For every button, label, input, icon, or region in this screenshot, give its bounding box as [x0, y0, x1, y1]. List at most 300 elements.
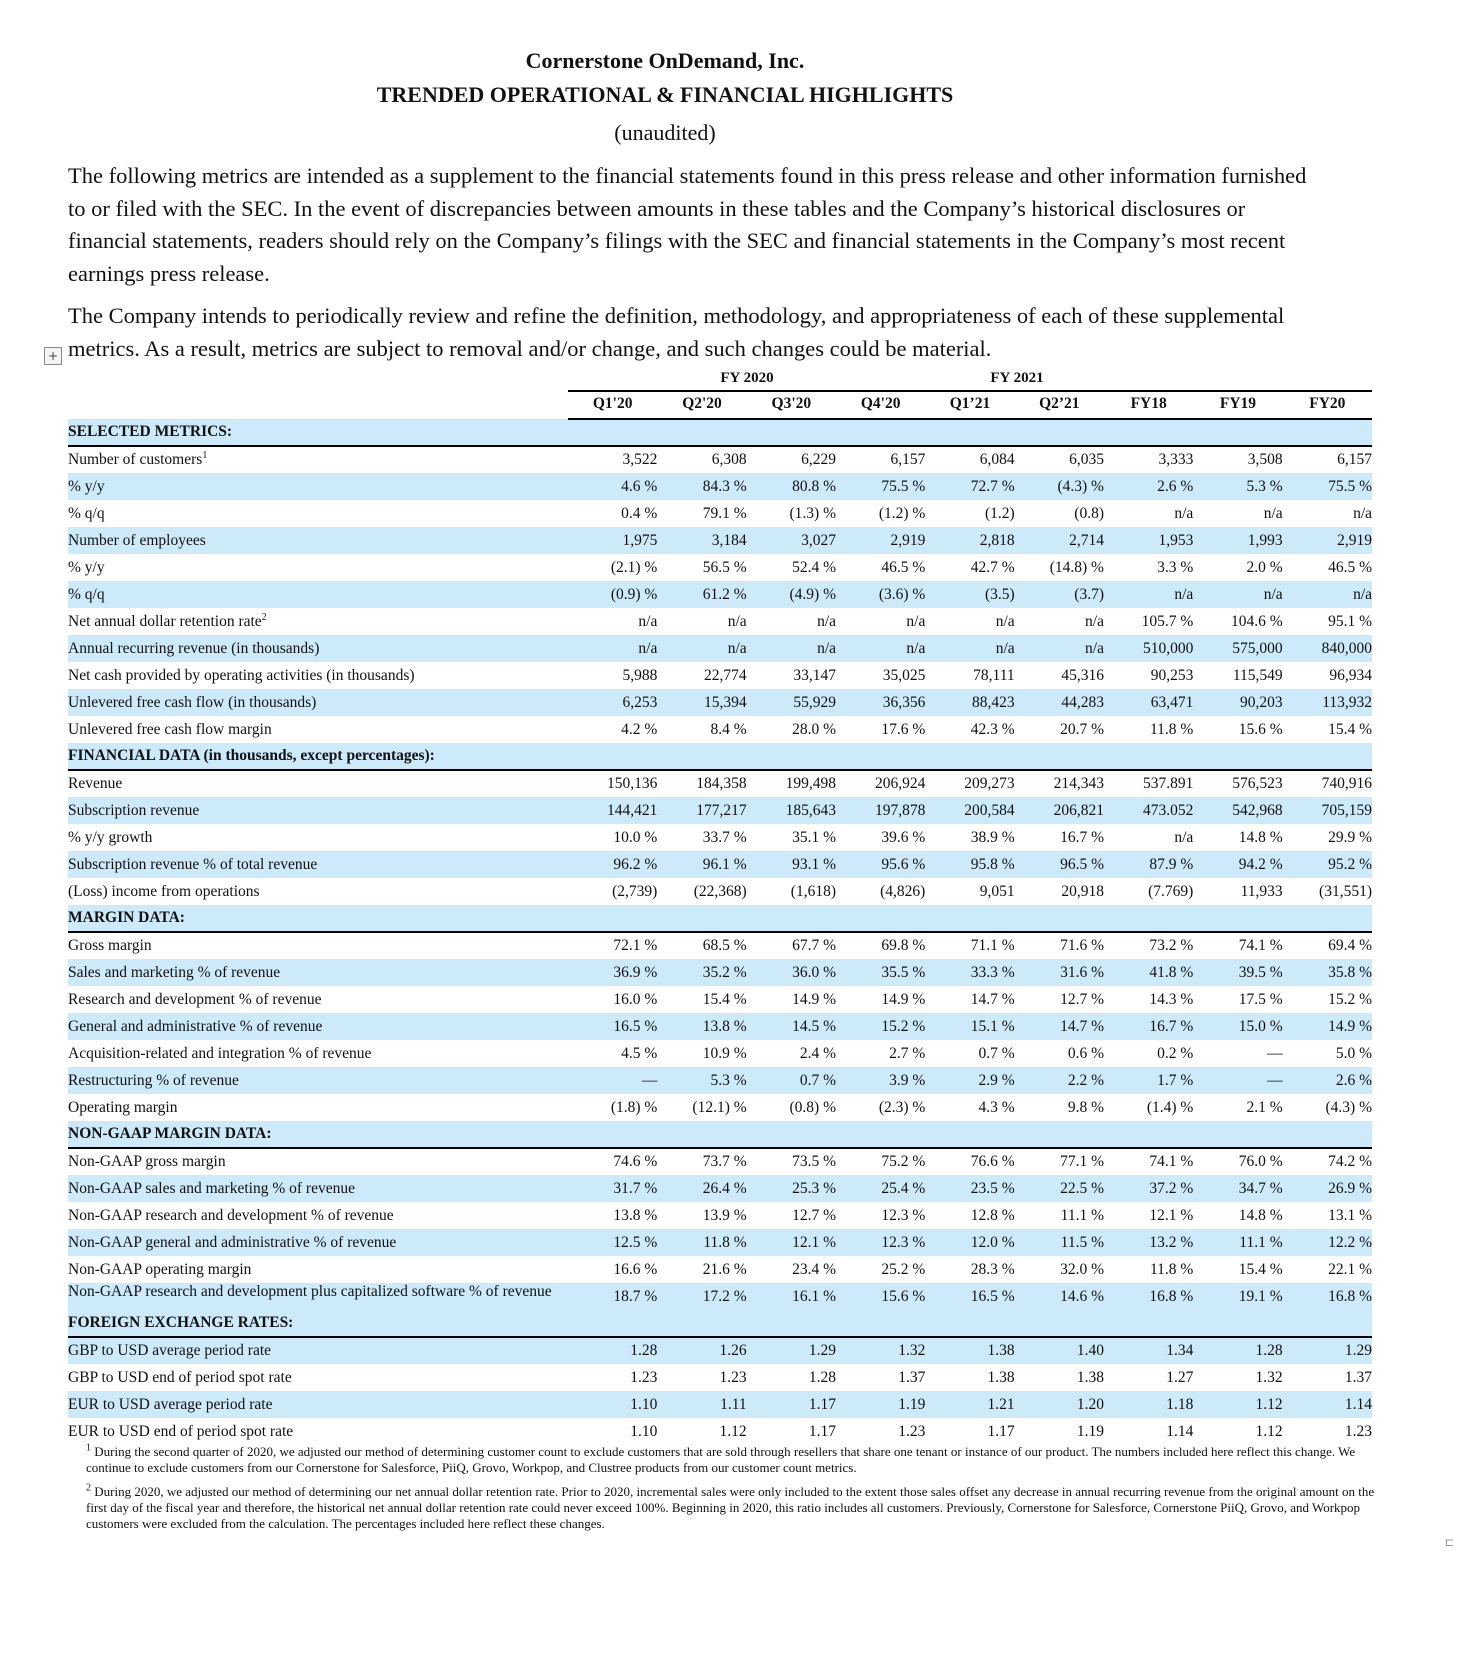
- intro-paragraph-1: The following metrics are intended as a supplement to the financial statements found in this press release and other information furnished to or filed with the SEC. In the event of discrepancies between amounts in these tables and the Company’s historical disclosures or financial statements, readers should rely on the Company’s filings with the SEC and financial statements in the Company’s most recent earnings press release.: [68, 163, 1307, 286]
- value-cell: 1.10: [630, 1422, 658, 1440]
- row-label: [68, 1202, 568, 1229]
- value-cell: 75.5 %: [1283, 473, 1372, 500]
- footnote-reference: 1: [202, 449, 208, 461]
- value-cell: (1,618): [790, 882, 836, 900]
- value-cell: (1.2): [984, 504, 1015, 522]
- row-label-text: Subscription revenue: [68, 801, 200, 819]
- value-cell: 115,549: [1232, 666, 1283, 684]
- value-cell: 16.8 %: [1283, 1283, 1372, 1310]
- table-row: [68, 770, 1372, 797]
- value-cell: 1.26: [657, 1337, 746, 1364]
- value-cell: 185,643: [747, 797, 836, 824]
- value-cell: 1.17: [987, 1422, 1015, 1440]
- row-label-text: % q/q: [68, 585, 105, 603]
- value-cell: n/a: [1104, 581, 1193, 608]
- value-cell: 197,878: [836, 797, 925, 824]
- value-cell: 19.1 %: [1193, 1283, 1282, 1310]
- value-cell: 17.2 %: [657, 1283, 746, 1310]
- value-cell: 22.1 %: [1328, 1260, 1372, 1278]
- value-cell: 14.6 %: [1015, 1283, 1104, 1310]
- value-cell: (0.9) %: [568, 581, 657, 608]
- value-cell: 8.4 %: [710, 720, 747, 738]
- row-label-text: Non-GAAP gross margin: [68, 1153, 226, 1170]
- value-cell: 15.4 %: [1238, 1260, 1283, 1278]
- footnote-2: [86, 1484, 1376, 1532]
- row-label: [68, 1337, 568, 1364]
- value-cell: 42.3 %: [970, 720, 1015, 738]
- section-spacer-cell: [568, 1310, 657, 1337]
- value-cell: 3,184: [657, 527, 746, 554]
- value-cell: 12.1 %: [1149, 1206, 1194, 1224]
- value-cell: 14.9 %: [1283, 1013, 1372, 1040]
- section-spacer-cell: [925, 1121, 1014, 1148]
- section-spacer-cell: [836, 743, 925, 770]
- value-cell: 15,394: [657, 689, 746, 716]
- value-cell: 38.9 %: [970, 828, 1015, 846]
- value-cell: 105.7 %: [1141, 612, 1194, 630]
- value-cell: 14.8 %: [1238, 828, 1283, 846]
- value-cell: 46.5 %: [1328, 558, 1372, 576]
- value-cell: 113,932: [1283, 689, 1372, 716]
- row-label: [68, 797, 568, 824]
- page-corner-mark: ⊏: [1444, 1536, 1454, 1549]
- value-cell: 96,934: [1329, 666, 1372, 684]
- value-cell: 26.9 %: [1283, 1175, 1372, 1202]
- value-cell: n/a: [1263, 504, 1283, 522]
- section-spacer-cell: [568, 743, 657, 770]
- value-cell: 576,523: [1232, 775, 1283, 792]
- company-name: Cornerstone OnDemand, Inc.: [525, 48, 805, 73]
- column-header: FY19: [1193, 390, 1282, 419]
- value-cell: 12.7 %: [792, 1206, 836, 1224]
- section-spacer-cell: [925, 419, 1014, 446]
- value-cell: 473.052: [1104, 797, 1193, 824]
- value-cell: 90,253: [1150, 666, 1194, 684]
- section-spacer-cell: [747, 1121, 836, 1148]
- value-cell: 1.12: [1193, 1391, 1282, 1418]
- table-row: [68, 851, 1372, 878]
- value-cell: 14.7 %: [1015, 1013, 1104, 1040]
- value-cell: 11.8 %: [1149, 720, 1194, 738]
- table-row: [68, 527, 1372, 554]
- section-spacer-cell: [836, 1121, 925, 1148]
- value-cell: 96.2 %: [568, 851, 657, 878]
- value-cell: 76.0 %: [1238, 1153, 1283, 1170]
- value-cell: 74.1 %: [1149, 1153, 1194, 1170]
- value-cell: 74.2 %: [1328, 1153, 1372, 1170]
- value-cell: 77.1 %: [1060, 1153, 1104, 1170]
- value-cell: 1.14: [1166, 1422, 1194, 1440]
- value-cell: 22,774: [704, 666, 747, 684]
- value-cell: 2,919: [1283, 527, 1372, 554]
- value-cell: 3,027: [747, 527, 836, 554]
- value-cell: (1.4) %: [1146, 1098, 1194, 1116]
- value-cell: 1.40: [1015, 1337, 1104, 1364]
- row-label-text: % y/y: [68, 558, 105, 576]
- value-cell: 3,333: [1158, 451, 1194, 468]
- row-label-text: Restructuring % of revenue: [68, 1071, 239, 1089]
- value-cell: n/a: [925, 635, 1014, 662]
- value-cell: n/a: [747, 635, 836, 662]
- value-cell: 95.6 %: [836, 851, 925, 878]
- value-cell: 1.34: [1104, 1337, 1193, 1364]
- value-cell: 740,916: [1321, 775, 1372, 792]
- value-cell: 2.1 %: [1246, 1098, 1283, 1116]
- value-cell: 12.1 %: [747, 1229, 836, 1256]
- footnote-reference: 2: [261, 611, 267, 623]
- row-label-text: Unlevered free cash flow (in thousands): [68, 693, 317, 711]
- value-cell: 12.8 %: [970, 1206, 1015, 1224]
- row-label-text: % q/q: [68, 504, 105, 522]
- value-cell: 0.7 %: [978, 1044, 1015, 1062]
- value-cell: 75.2 %: [881, 1153, 926, 1170]
- row-label-header: [68, 390, 568, 419]
- value-cell: (0.8) %: [789, 1098, 836, 1116]
- value-cell: 184,358: [696, 775, 747, 792]
- value-cell: n/a: [638, 612, 658, 630]
- column-header: Q4'20: [836, 390, 925, 419]
- table-row: [68, 932, 1372, 959]
- value-cell: 542,968: [1193, 797, 1282, 824]
- value-cell: n/a: [1085, 612, 1104, 630]
- value-cell: n/a: [1015, 635, 1104, 662]
- report-subtitle: (unaudited): [614, 120, 716, 145]
- value-cell: 1.37: [1344, 1368, 1372, 1386]
- value-cell: 0.7 %: [747, 1067, 836, 1094]
- table-row: [68, 797, 1372, 824]
- value-cell: 6,157: [890, 451, 926, 468]
- value-cell: 1,953: [1104, 527, 1193, 554]
- row-label: [68, 662, 568, 689]
- value-cell: 12.2 %: [1283, 1229, 1372, 1256]
- column-header: Q1'20: [568, 390, 657, 419]
- column-group-fy2020: FY 2020: [720, 370, 774, 386]
- value-cell: 39.6 %: [881, 828, 926, 846]
- row-label: [68, 689, 568, 716]
- value-cell: 1.19: [836, 1391, 925, 1418]
- value-cell: 73.5 %: [792, 1153, 836, 1170]
- value-cell: 16.0 %: [613, 990, 658, 1008]
- section-spacer-cell: [1193, 419, 1282, 446]
- value-cell: 42.7 %: [970, 558, 1015, 576]
- section-spacer-cell: [1104, 743, 1193, 770]
- section-title: FINANCIAL DATA (in thousands, except percentages):: [68, 743, 568, 770]
- row-label: [68, 635, 568, 662]
- row-label-text: Acquisition-related and integration % of revenue: [68, 1044, 372, 1062]
- value-cell: 9,051: [979, 882, 1015, 900]
- value-cell: 1.21: [925, 1391, 1014, 1418]
- value-cell: 73.7 %: [702, 1153, 747, 1170]
- value-cell: 840,000: [1283, 635, 1372, 662]
- value-cell: 510,000: [1104, 635, 1193, 662]
- value-cell: (0.8): [1074, 504, 1104, 522]
- value-cell: 2,818: [925, 527, 1014, 554]
- value-cell: 79.1 %: [702, 504, 747, 522]
- section-spacer-cell: [568, 905, 657, 932]
- row-label-text: Number of employees: [68, 531, 206, 549]
- value-cell: 15.2 %: [836, 1013, 925, 1040]
- row-label-text: Non-GAAP research and development plus capitalized software % of revenue: [68, 1283, 552, 1300]
- value-cell: n/a: [1174, 504, 1194, 522]
- value-cell: 29.9 %: [1328, 828, 1372, 846]
- value-cell: 15.1 %: [925, 1013, 1014, 1040]
- row-label: [68, 1175, 568, 1202]
- value-cell: 2,919: [836, 527, 925, 554]
- value-cell: 16.7 %: [1060, 828, 1104, 846]
- row-label-text: Non-GAAP general and administrative % of revenue: [68, 1233, 397, 1251]
- value-cell: 11.5 %: [1015, 1229, 1104, 1256]
- value-cell: 39.5 %: [1193, 959, 1282, 986]
- value-cell: 12.0 %: [925, 1229, 1014, 1256]
- value-cell: 45,316: [1061, 666, 1104, 684]
- value-cell: 3.3 %: [1157, 558, 1194, 576]
- value-cell: 63,471: [1104, 689, 1193, 716]
- value-cell: 23.4 %: [792, 1260, 836, 1278]
- section-header-row: [68, 1310, 1372, 1337]
- row-label-text: Unlevered free cash flow margin: [68, 720, 272, 738]
- table-row: [68, 959, 1372, 986]
- section-spacer-cell: [1015, 419, 1104, 446]
- value-cell: 0.6 %: [1067, 1044, 1104, 1062]
- section-title: FOREIGN EXCHANGE RATES:: [68, 1310, 568, 1337]
- value-cell: 73.2 %: [1149, 937, 1194, 954]
- value-cell: 13.8 %: [613, 1206, 658, 1224]
- row-label: [68, 959, 568, 986]
- section-spacer-cell: [1015, 1310, 1104, 1337]
- value-cell: 209,273: [964, 775, 1015, 792]
- value-cell: 4.2 %: [621, 720, 658, 738]
- section-title: SELECTED METRICS:: [68, 419, 568, 446]
- value-cell: 1.32: [1255, 1368, 1283, 1386]
- value-cell: 150,136: [606, 775, 658, 792]
- value-cell: 14.7 %: [970, 990, 1015, 1008]
- value-cell: 2.4 %: [799, 1044, 836, 1062]
- value-cell: 23.5 %: [925, 1175, 1014, 1202]
- value-cell: 177,217: [657, 797, 746, 824]
- footnote-marker: 2: [86, 1482, 91, 1494]
- value-cell: 199,498: [785, 775, 836, 792]
- value-cell: 69.8 %: [881, 937, 926, 954]
- value-cell: 16.5 %: [925, 1283, 1014, 1310]
- value-cell: 94.2 %: [1193, 851, 1282, 878]
- value-cell: 71.1 %: [970, 937, 1015, 954]
- section-spacer-cell: [657, 1310, 746, 1337]
- value-cell: n/a: [906, 612, 926, 630]
- value-cell: 1.27: [1166, 1368, 1194, 1386]
- table-row: [68, 446, 1372, 473]
- row-label: [68, 1391, 568, 1418]
- value-cell: 72.7 %: [925, 473, 1014, 500]
- section-spacer-cell: [925, 743, 1014, 770]
- value-cell: 20,918: [1061, 882, 1104, 900]
- value-cell: 3,508: [1247, 451, 1283, 468]
- value-cell: 144,421: [568, 797, 657, 824]
- row-label: [68, 1418, 568, 1445]
- footnote-text: During 2020, we adjusted our method of determining our net annual dollar retention rate. Prior to 2020, incremental sales were only included to the extent those sales offset any decrease in annual recurring revenue from the original amount on the first day of the fiscal year and therefore, the historical net annual dollar retention rate could never exceed 100%. Beginning in 2020, this ratio includes all customers. Previously, Cornerstone for Salesforce, Cornerstone PiiQ, Grovo, and Workpop customers were excluded from the calculation. The percentages included here reflect these changes.: [86, 1484, 1375, 1531]
- value-cell: 1.7 %: [1104, 1067, 1193, 1094]
- table-row: [68, 581, 1372, 608]
- value-cell: 35.2 %: [657, 959, 746, 986]
- value-cell: 96.1 %: [657, 851, 746, 878]
- section-title: NON-GAAP MARGIN DATA:: [68, 1121, 568, 1148]
- row-label: [68, 1013, 568, 1040]
- value-cell: 72.1 %: [613, 937, 658, 954]
- section-spacer-cell: [1193, 905, 1282, 932]
- section-spacer-cell: [747, 743, 836, 770]
- value-cell: 0.4 %: [621, 504, 658, 522]
- value-cell: 15.4 %: [1328, 720, 1372, 738]
- value-cell: 1.29: [1283, 1337, 1372, 1364]
- table-row: [68, 1148, 1372, 1175]
- value-cell: 14.9 %: [792, 990, 836, 1008]
- section-title: MARGIN DATA:: [68, 905, 568, 932]
- value-cell: 0.2 %: [1157, 1044, 1194, 1062]
- value-cell: 13.1 %: [1328, 1206, 1372, 1224]
- value-cell: 1.18: [1104, 1391, 1193, 1418]
- section-spacer-cell: [1015, 743, 1104, 770]
- value-cell: 1.19: [1076, 1422, 1104, 1440]
- section-spacer-cell: [1104, 1121, 1193, 1148]
- section-header-row: [68, 743, 1372, 770]
- row-label: [68, 770, 568, 797]
- table-row: [68, 878, 1372, 905]
- value-cell: 35.1 %: [792, 828, 836, 846]
- row-label-text: % y/y: [68, 477, 105, 495]
- row-label: [68, 1364, 568, 1391]
- value-cell: 15.2 %: [1328, 990, 1372, 1008]
- row-label-text: GBP to USD end of period spot rate: [68, 1368, 292, 1386]
- intro-paragraph-2: The Company intends to periodically review and refine the definition, methodology, and appropriateness of each of these supplemental metrics. As a result, metrics are subject to removal and/or change, and such changes could be material.: [68, 303, 1285, 361]
- table-row: [68, 473, 1372, 500]
- value-cell: 36.0 %: [747, 959, 836, 986]
- row-label-text: Number of customers: [68, 451, 203, 468]
- value-cell: 1.37: [898, 1368, 926, 1386]
- value-cell: —: [568, 1067, 657, 1094]
- value-cell: 88,423: [925, 689, 1014, 716]
- value-cell: 1.29: [747, 1337, 836, 1364]
- column-header: Q2’21: [1015, 390, 1104, 419]
- value-cell: 206,821: [1015, 797, 1104, 824]
- value-cell: 10.9 %: [702, 1044, 747, 1062]
- value-cell: 17.6 %: [881, 720, 926, 738]
- value-cell: 5.0 %: [1335, 1044, 1372, 1062]
- value-cell: 41.8 %: [1104, 959, 1193, 986]
- section-spacer-cell: [836, 1310, 925, 1337]
- value-cell: 31.7 %: [568, 1175, 657, 1202]
- section-spacer-cell: [1015, 1121, 1104, 1148]
- row-label-text: Gross margin: [68, 937, 152, 954]
- value-cell: 6,035: [1069, 451, 1104, 468]
- value-cell: 6,229: [801, 451, 836, 468]
- value-cell: —: [1193, 1067, 1282, 1094]
- table-row: [68, 608, 1372, 635]
- row-label: [68, 986, 568, 1013]
- value-cell: 1.38: [1076, 1368, 1104, 1386]
- section-spacer-cell: [568, 419, 657, 446]
- value-cell: 95.2 %: [1283, 851, 1372, 878]
- section-spacer-cell: [1104, 419, 1193, 446]
- row-label: [68, 473, 568, 500]
- table-row: [68, 1418, 1372, 1445]
- row-label-text: General and administrative % of revenue: [68, 1017, 323, 1035]
- value-cell: 2.9 %: [925, 1067, 1014, 1094]
- table-row: [68, 1013, 1372, 1040]
- value-cell: n/a: [836, 635, 925, 662]
- row-label-text: Annual recurring revenue (in thousands): [68, 639, 320, 657]
- column-header: Q1’21: [925, 390, 1014, 419]
- value-cell: 1.38: [987, 1368, 1015, 1386]
- table-row: [68, 1229, 1372, 1256]
- value-cell: 5,988: [622, 666, 658, 684]
- row-label-text: Operating margin: [68, 1098, 178, 1116]
- row-label: [68, 932, 568, 959]
- row-label-text: Non-GAAP research and development % of revenue: [68, 1206, 394, 1224]
- value-cell: n/a: [727, 612, 747, 630]
- value-cell: 14.3 %: [1149, 990, 1194, 1008]
- value-cell: 25.3 %: [747, 1175, 836, 1202]
- column-header: FY20: [1283, 390, 1372, 419]
- value-cell: 93.1 %: [747, 851, 836, 878]
- table-row: [68, 716, 1372, 743]
- column-header: Q3'20: [747, 390, 836, 419]
- table-row: [68, 1040, 1372, 1067]
- row-label-text: EUR to USD end of period spot rate: [68, 1422, 294, 1440]
- value-cell: 1.10: [568, 1391, 657, 1418]
- value-cell: 15.0 %: [1193, 1013, 1282, 1040]
- value-cell: 537.891: [1142, 775, 1194, 792]
- footnote-1: [86, 1444, 1376, 1476]
- table-row: [68, 1364, 1372, 1391]
- value-cell: n/a: [995, 612, 1015, 630]
- column-header-row: [68, 390, 1372, 419]
- section-spacer-cell: [1283, 419, 1372, 446]
- row-label: [68, 1040, 568, 1067]
- value-cell: 2.7 %: [889, 1044, 926, 1062]
- value-cell: 14.5 %: [747, 1013, 836, 1040]
- row-label: [68, 1067, 568, 1094]
- value-cell: 33.7 %: [702, 828, 747, 846]
- table-row: [68, 1202, 1372, 1229]
- section-spacer-cell: [1104, 905, 1193, 932]
- value-cell: 78,111: [973, 666, 1015, 684]
- section-spacer-cell: [1193, 743, 1282, 770]
- value-cell: 95.1 %: [1328, 612, 1372, 630]
- value-cell: (31,551): [1319, 882, 1372, 900]
- value-cell: 5.3 %: [657, 1067, 746, 1094]
- section-spacer-cell: [747, 905, 836, 932]
- value-cell: 6,084: [979, 451, 1015, 468]
- value-cell: 16.8 %: [1104, 1283, 1193, 1310]
- value-cell: 26.4 %: [657, 1175, 746, 1202]
- value-cell: 69.4 %: [1328, 937, 1372, 954]
- row-label-text: Subscription revenue % of total revenue: [68, 855, 318, 873]
- value-cell: 2.6 %: [1283, 1067, 1372, 1094]
- value-cell: 1.28: [568, 1337, 657, 1364]
- value-cell: 18.7 %: [568, 1283, 657, 1310]
- table-move-handle-icon[interactable]: +: [44, 347, 62, 365]
- value-cell: (4.3) %: [1015, 473, 1104, 500]
- value-cell: 15.4 %: [702, 990, 747, 1008]
- table-row: [68, 1391, 1372, 1418]
- value-cell: (1.8) %: [610, 1098, 658, 1116]
- value-cell: (1.3) %: [789, 504, 836, 522]
- footnote-text: During the second quarter of 2020, we adjusted our method of determining customer count to exclude customers that are sold through resellers that share one tenant or instance of our product. The numbers included here reflect this change. We continue to exclude customers from our Cornerstone for Salesforce, PiiQ, Grovo, Workpop, and Clustree products from our customer count metrics.: [86, 1444, 1356, 1475]
- value-cell: (3.6) %: [836, 581, 925, 608]
- value-cell: 11.8 %: [657, 1229, 746, 1256]
- value-cell: 55,929: [747, 689, 836, 716]
- value-cell: n/a: [817, 612, 836, 630]
- value-cell: 214,343: [1053, 775, 1104, 792]
